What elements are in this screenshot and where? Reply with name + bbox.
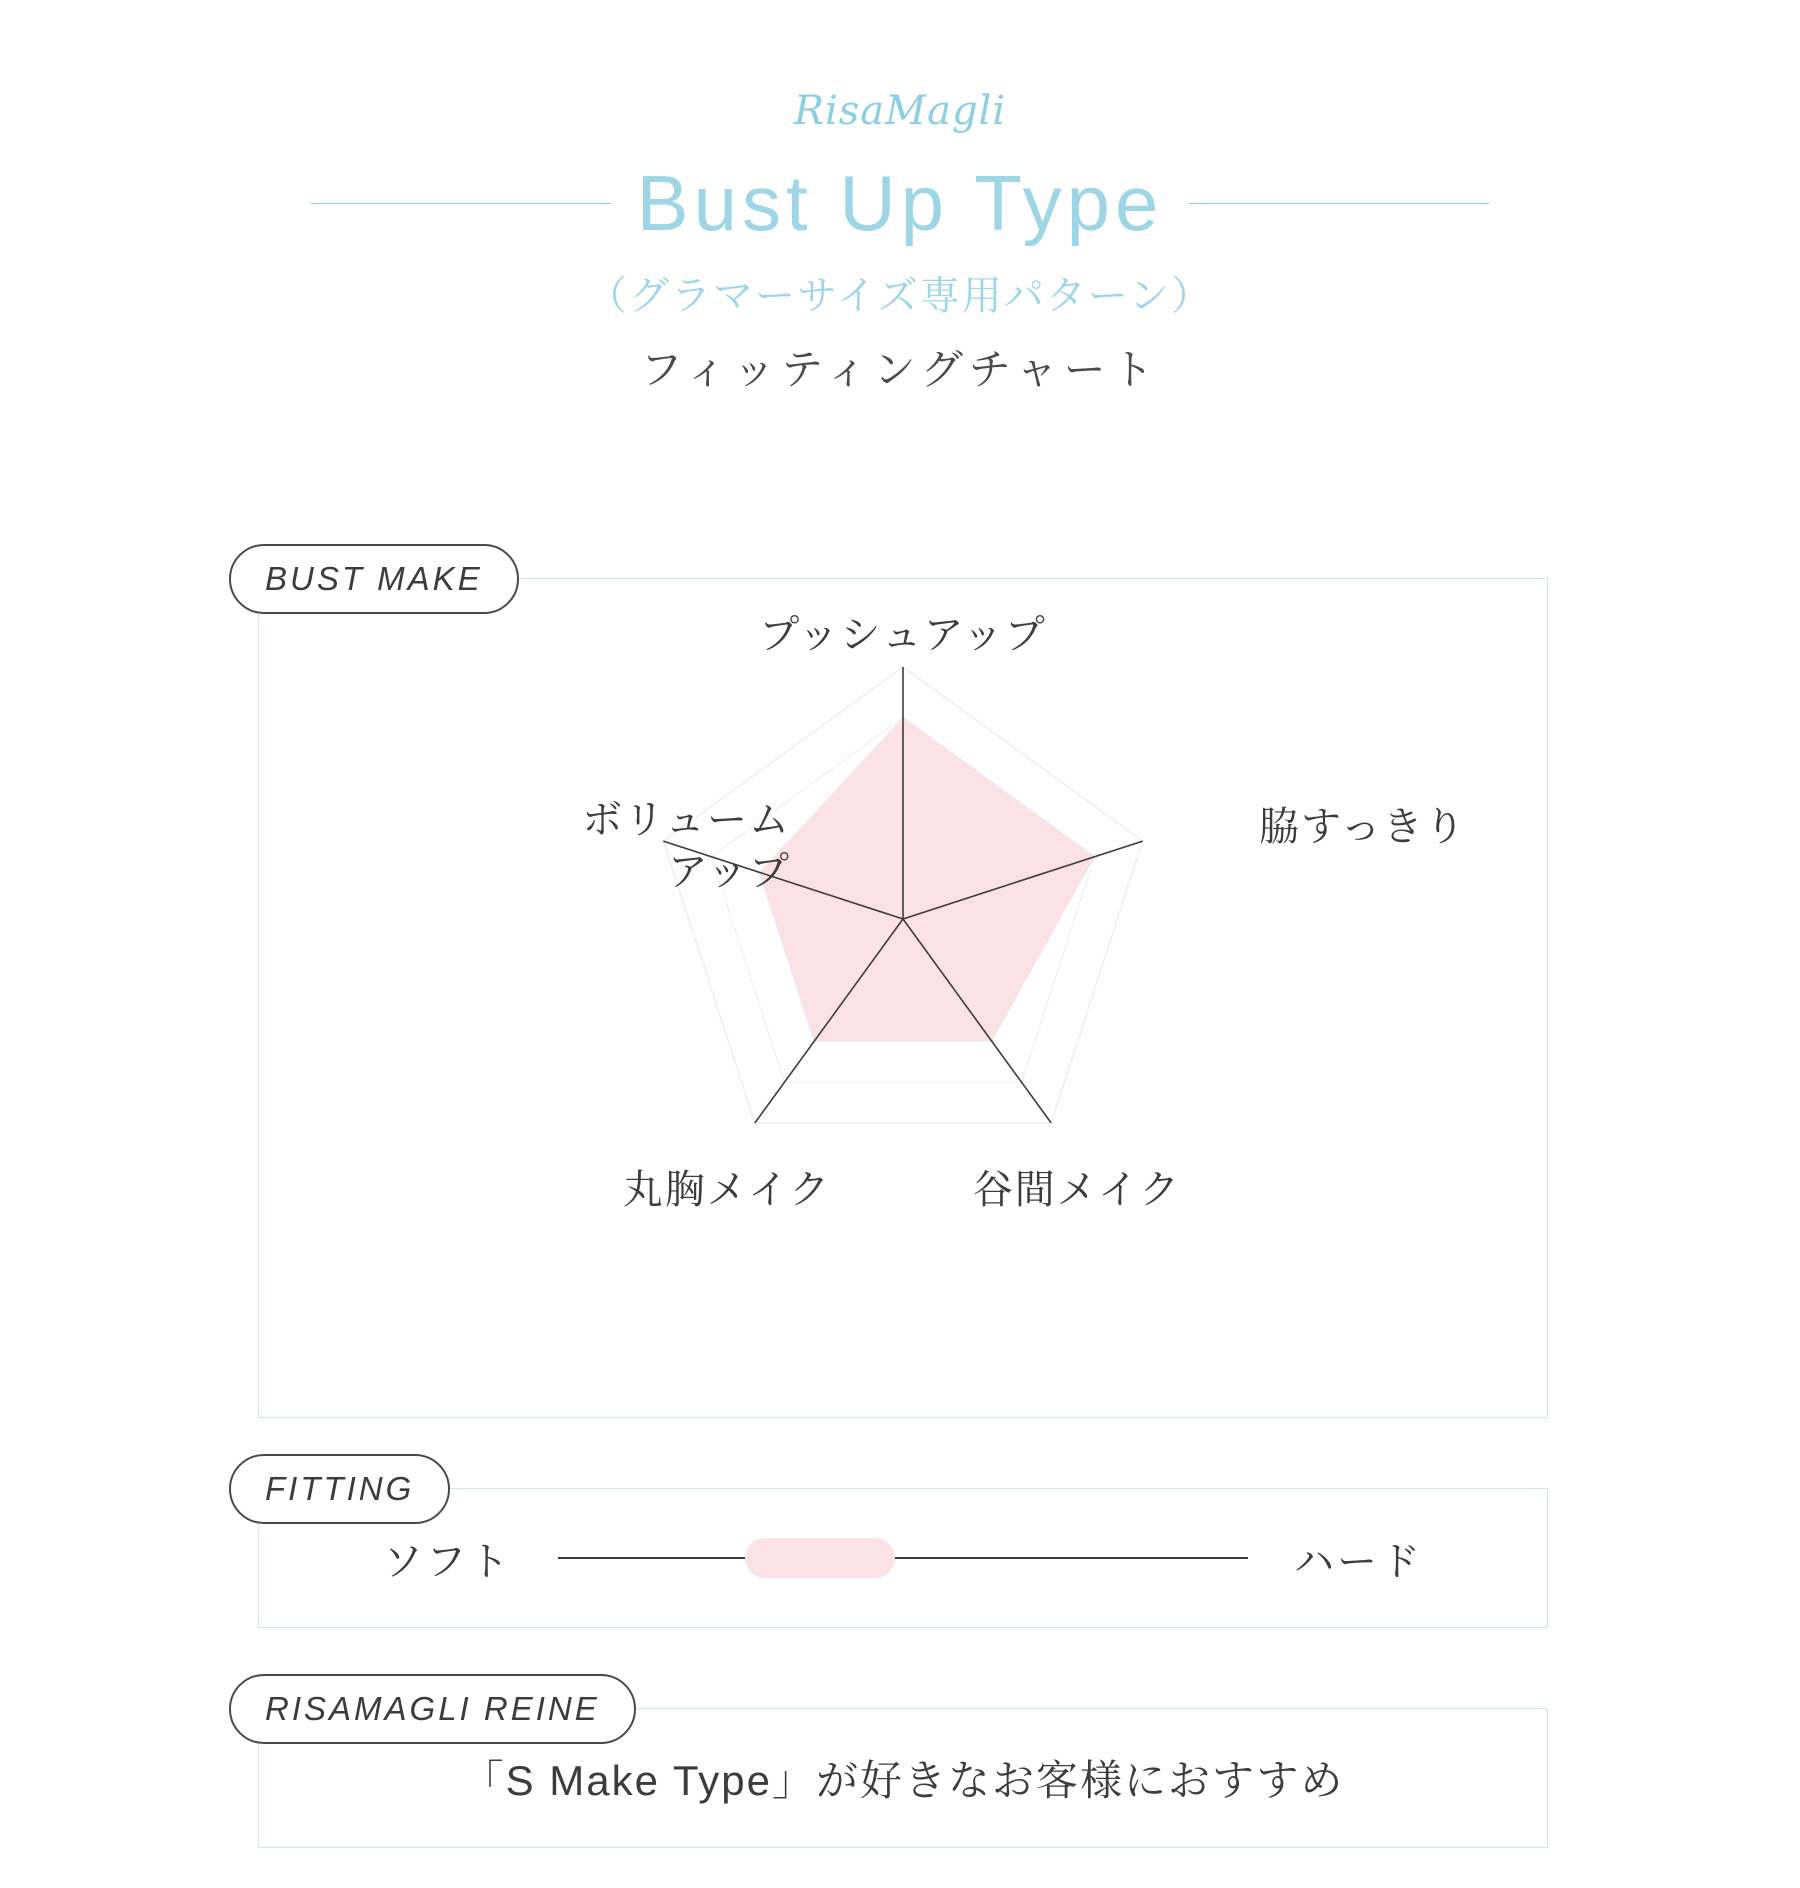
page-title: Bust Up Type bbox=[636, 159, 1164, 247]
fitting-left-label: ソフト bbox=[383, 1539, 512, 1584]
title-row bbox=[0, 159, 1800, 247]
reine-text: 「S Make Type」が好きなお客様におすすめ bbox=[461, 1757, 1345, 1804]
page-subtitle-secondary: フィッティングチャート bbox=[640, 346, 1160, 393]
fitting-section bbox=[258, 1470, 1548, 1628]
bust-make-section bbox=[258, 560, 1548, 1418]
title-rule-left bbox=[311, 203, 611, 204]
section-label-reine: RISAMAGLI REINE bbox=[229, 1674, 636, 1744]
radar-axis-label-4-line1: ボリューム bbox=[582, 798, 791, 842]
radar-chart-svg bbox=[259, 579, 1547, 1417]
page-subtitle: （グラマーサイズ専用パターン） bbox=[587, 274, 1213, 318]
reine-recommendation bbox=[259, 1709, 1547, 1847]
title-rule-right bbox=[1189, 203, 1489, 204]
radar-axis-label-3: 丸胸メイク bbox=[622, 1168, 832, 1212]
brand-logo: RisaMagli bbox=[793, 88, 1007, 134]
section-label-fitting: FITTING bbox=[229, 1454, 450, 1524]
section-label-bust-make: BUST MAKE bbox=[229, 544, 519, 614]
radar-axis-label-4 bbox=[541, 794, 791, 898]
radar-axis-label-0: プッシュアップ bbox=[759, 613, 1047, 657]
fitting-scale bbox=[259, 1489, 1547, 1627]
radar-chart bbox=[259, 579, 1547, 1417]
fitting-marker[interactable] bbox=[745, 1538, 895, 1578]
fitting-track-line bbox=[558, 1557, 1248, 1559]
radar-axis-label-2: 谷間メイク bbox=[972, 1168, 1182, 1212]
radar-axis-label-4-line2: アップ bbox=[667, 850, 791, 894]
reine-section bbox=[258, 1690, 1548, 1848]
radar-axis-label-1: 脇すっきり bbox=[1259, 805, 1467, 849]
fitting-track[interactable] bbox=[558, 1538, 1248, 1578]
fitting-right-label: ハード bbox=[1294, 1539, 1423, 1584]
